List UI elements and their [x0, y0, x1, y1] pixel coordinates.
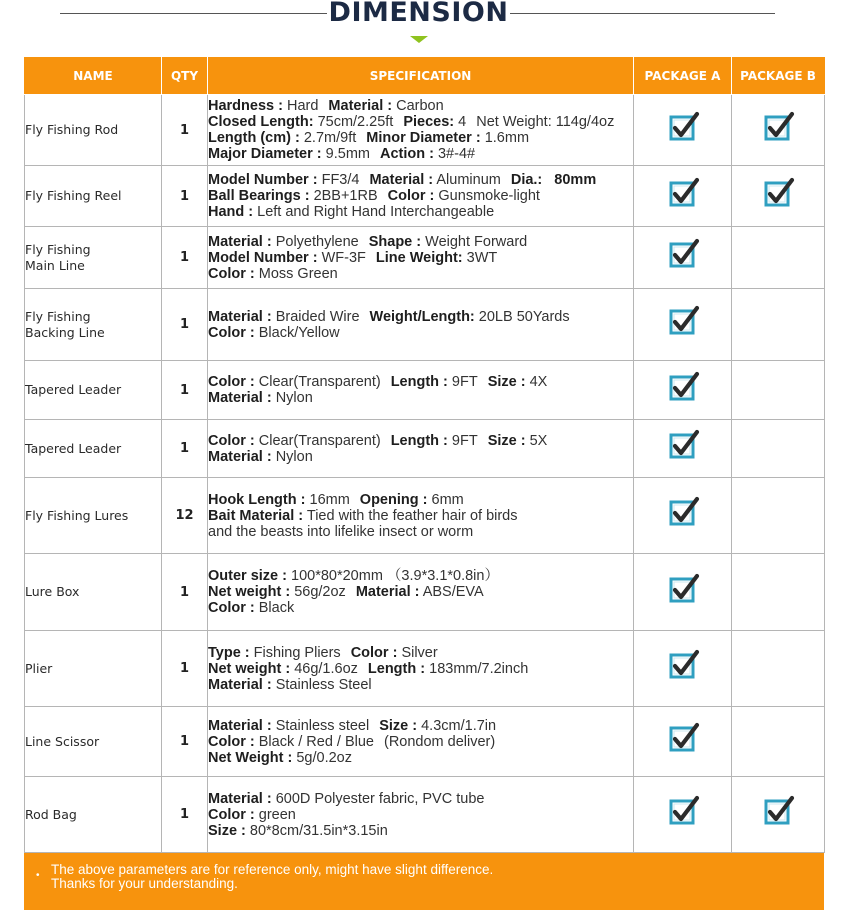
spec-key: Shape : [368, 233, 422, 250]
spec-key: Material : [369, 172, 434, 188]
table-row [25, 707, 825, 777]
specification-cell [208, 227, 634, 289]
spec-key: Size : [487, 432, 526, 449]
specification-cell [208, 631, 634, 707]
spec-value: 16mm [309, 491, 350, 508]
spec-key: Material : [208, 790, 272, 807]
checkmark-icon [666, 795, 700, 829]
spec-value: 4.3cm/1.7in [421, 717, 497, 734]
spec-key: Material : [208, 390, 272, 406]
spec-line [208, 661, 633, 677]
spec-key: Ball Bearings : [208, 188, 310, 204]
quantity-cell: 1 [162, 554, 208, 631]
table-row [25, 631, 825, 707]
spec-key: Material : [355, 584, 420, 600]
table-row [25, 420, 825, 478]
spec-value: FF3/4 [321, 172, 360, 188]
spec-value: 3WT [466, 249, 498, 266]
spec-key: Color : [208, 806, 255, 823]
spec-line [208, 584, 633, 600]
checkmark-icon [666, 496, 700, 530]
product-name-cell [25, 227, 162, 289]
spec-key: 80mm [554, 172, 597, 188]
product-name-cell [25, 478, 162, 554]
spec-key: Net weight : [208, 584, 291, 600]
spec-line [208, 734, 633, 750]
quantity-cell: 1 [162, 361, 208, 420]
spec-line [208, 325, 633, 341]
package-b-cell [732, 289, 825, 361]
package-b-cell [732, 166, 825, 227]
spec-key: Pieces: [403, 114, 455, 130]
column-header-package-b: PACKAGE B [732, 58, 825, 95]
spec-line [208, 645, 633, 661]
spec-key: Color : [208, 265, 255, 282]
spec-value: WF-3F [321, 249, 366, 266]
spec-value: Weight Forward [425, 233, 528, 250]
package-b-cell [732, 420, 825, 478]
product-name-line: Fly Fishing [25, 308, 91, 324]
spec-value: Hard [286, 98, 319, 114]
spec-line [208, 172, 633, 188]
package-a-cell [634, 478, 732, 554]
spec-value: 4X [529, 374, 548, 390]
spec-key: Color : [208, 432, 255, 449]
spec-line [208, 677, 633, 693]
spec-value: 6mm [431, 491, 464, 508]
product-name-line: Fly Fishing Rod [25, 122, 119, 137]
spec-value: 5g/0.2oz [296, 749, 352, 766]
quantity-cell: 1 [162, 707, 208, 777]
spec-value: Clear(Transparent) [258, 374, 381, 390]
product-name-cell [25, 95, 162, 166]
spec-value: Gunsmoke-light [438, 188, 540, 204]
spec-key: Bait Material : [208, 507, 304, 524]
package-a-cell [634, 420, 732, 478]
package-a-cell [634, 95, 732, 166]
column-header-package-a: PACKAGE A [634, 58, 732, 95]
spec-key: Major Diameter : [208, 146, 322, 162]
spec-key: Type : [208, 644, 250, 661]
product-name-cell [25, 554, 162, 631]
column-header-name: NAME [25, 58, 162, 95]
header-rule-right [510, 13, 775, 14]
spec-key: Model Number : [208, 249, 318, 266]
package-a-cell [634, 707, 732, 777]
spec-key: Length : [390, 432, 448, 449]
product-name-cell [25, 361, 162, 420]
spec-key: Hand : [208, 204, 254, 220]
checkmark-icon [666, 177, 700, 211]
package-a-cell [634, 227, 732, 289]
spec-value: green [258, 806, 296, 823]
spec-line [208, 807, 633, 823]
quantity-cell: 1 [162, 289, 208, 361]
spec-key: Material : [328, 98, 393, 114]
product-name-line: Fly Fishing [25, 241, 91, 257]
quantity-cell: 1 [162, 420, 208, 478]
package-a-cell [634, 361, 732, 420]
spec-line [208, 98, 633, 114]
spec-table [24, 57, 825, 853]
product-name-cell [25, 631, 162, 707]
product-name-cell [25, 777, 162, 853]
spec-key: Size : [487, 374, 526, 390]
product-name-cell [25, 707, 162, 777]
table-row [25, 777, 825, 853]
package-b-cell [732, 554, 825, 631]
package-a-cell [634, 554, 732, 631]
footer-line-1: The above parameters are for reference only, might have slight difference. [51, 862, 494, 877]
spec-value: 100*80*20mm （3.9*3.1*0.8in） [291, 568, 499, 584]
quantity-cell: 1 [162, 777, 208, 853]
table-row [25, 95, 825, 166]
spec-value: 2.7m/9ft [303, 130, 357, 146]
spec-value: (Rondom deliver) [384, 733, 496, 750]
spec-line [208, 750, 633, 766]
spec-value: 56g/2oz [294, 584, 346, 600]
specification-cell [208, 707, 634, 777]
spec-value: 3#-4# [437, 146, 476, 162]
product-name-cell [25, 166, 162, 227]
bullet-icon: • [36, 870, 40, 881]
table-row [25, 166, 825, 227]
spec-line [208, 718, 633, 734]
spec-key: Closed Length: [208, 114, 314, 130]
specification-cell [208, 554, 634, 631]
package-b-cell [732, 95, 825, 166]
spec-value: 1.6mm [484, 130, 530, 146]
table-row [25, 478, 825, 554]
spec-value: Clear(Transparent) [258, 432, 381, 449]
spec-key: Color : [387, 188, 435, 204]
table-header-row [25, 58, 825, 95]
spec-key: Material : [208, 448, 272, 465]
spec-value: Black/Yellow [258, 324, 340, 341]
product-name-line: Lure Box [25, 584, 80, 599]
spec-value: Silver [401, 644, 438, 661]
spec-line [208, 234, 633, 250]
spec-key: Color : [208, 733, 255, 750]
spec-line [208, 114, 633, 130]
spec-value: 9FT [451, 374, 478, 390]
product-name-line: Tapered Leader [25, 440, 122, 456]
product-name-line: Fly Fishing Reel [25, 188, 122, 203]
spec-value: Polyethylene [275, 233, 359, 250]
spec-line [208, 433, 633, 449]
specification-cell [208, 420, 634, 478]
specification-cell [208, 777, 634, 853]
footer-line-2: Thanks for your understanding. [51, 876, 238, 891]
checkmark-icon [666, 722, 700, 756]
column-header-specification: SPECIFICATION [208, 58, 634, 95]
spec-value: Stainless steel [275, 717, 370, 734]
spec-key: Minor Diameter : [366, 130, 481, 146]
spec-key: Hardness : [208, 98, 283, 114]
table-row [25, 227, 825, 289]
spec-line [208, 449, 633, 465]
specification-cell [208, 478, 634, 554]
spec-line [208, 374, 633, 390]
table-row [25, 361, 825, 420]
specification-cell [208, 95, 634, 166]
spec-key: Size : [208, 822, 246, 839]
product-name-line: Line Scissor [25, 733, 100, 749]
spec-line [208, 146, 633, 162]
spec-value: Tied with the feather hair of birds [306, 507, 518, 524]
spec-value: 46g/1.6oz [294, 660, 358, 677]
product-name-line: Rod Bag [25, 806, 77, 822]
spec-line [208, 250, 633, 266]
spec-value: Black / Red / Blue [258, 733, 374, 750]
spec-value: Aluminum [436, 172, 501, 188]
spec-line [208, 204, 633, 220]
product-name-cell [25, 420, 162, 478]
spec-key: Action : [379, 146, 434, 162]
spec-key: Color : [208, 600, 255, 616]
spec-key: Length : [390, 374, 448, 390]
product-name-cell [25, 289, 162, 361]
checkmark-icon [666, 649, 700, 683]
spec-value: Nylon [275, 448, 313, 465]
specification-cell [208, 166, 634, 227]
quantity-cell: 1 [162, 166, 208, 227]
product-name-line: Backing Line [25, 324, 105, 340]
spec-value: 600D Polyester fabric, PVC tube [275, 790, 485, 807]
package-a-cell [634, 166, 732, 227]
spec-value: Net Weight: 114g/4oz [476, 114, 615, 130]
spec-value: 9FT [451, 432, 478, 449]
page-title: DIMENSION [328, 0, 509, 28]
spec-line [208, 390, 633, 406]
quantity-cell: 1 [162, 227, 208, 289]
spec-key: Weight/Length: [369, 308, 475, 325]
package-b-cell [732, 478, 825, 554]
spec-line [208, 508, 633, 524]
spec-line [208, 823, 633, 839]
quantity-cell: 1 [162, 631, 208, 707]
specification-cell [208, 289, 634, 361]
spec-key: Hook Length : [208, 491, 306, 508]
spec-line [208, 266, 633, 282]
header [0, 0, 850, 50]
spec-key: Material : [208, 308, 272, 325]
spec-key: Opening : [359, 491, 428, 508]
checkmark-icon [666, 305, 700, 339]
package-b-cell [732, 707, 825, 777]
package-b-cell [732, 631, 825, 707]
checkmark-icon [666, 429, 700, 463]
checkmark-icon [666, 573, 700, 607]
spec-line [208, 524, 633, 540]
quantity-cell: 1 [162, 95, 208, 166]
spec-value: 4 [458, 114, 467, 130]
spec-key: Color : [208, 374, 255, 390]
spec-key: Net weight : [208, 660, 291, 677]
spec-value: 183mm/7.2inch [429, 660, 529, 677]
package-a-cell [634, 631, 732, 707]
product-name-line: Fly Fishing Lures [25, 507, 129, 523]
checkmark-icon [666, 238, 700, 272]
specification-cell [208, 361, 634, 420]
spec-key: Line Weight: [375, 249, 463, 266]
package-a-cell [634, 289, 732, 361]
table-row [25, 554, 825, 631]
spec-key: Outer size : [208, 568, 287, 584]
spec-value: Fishing Pliers [253, 644, 341, 661]
spec-value: Left and Right Hand Interchangeable [257, 204, 495, 220]
package-a-cell [634, 777, 732, 853]
spec-value: 80*8cm/31.5in*3.15in [249, 822, 388, 839]
checkmark-icon [761, 111, 795, 145]
down-arrow-icon [410, 36, 428, 43]
header-rule-left [60, 13, 327, 14]
footer-note [24, 853, 824, 910]
spec-key: Model Number : [208, 172, 318, 188]
spec-key: Material : [208, 676, 272, 693]
spec-key: Length (cm) : [208, 130, 300, 146]
product-name-line: Plier [25, 660, 53, 676]
spec-value: 2BB+1RB [313, 188, 378, 204]
spec-key: Dia.: [510, 172, 543, 188]
package-b-cell [732, 227, 825, 289]
spec-key: Material : [208, 717, 272, 734]
spec-value: Moss Green [258, 265, 338, 282]
spec-line [208, 130, 633, 146]
spec-value: Nylon [275, 390, 313, 406]
spec-line [208, 309, 633, 325]
spec-key: Net Weight : [208, 749, 293, 766]
spec-key: Length : [367, 660, 426, 677]
checkmark-icon [761, 177, 795, 211]
spec-value: ABS/EVA [422, 584, 484, 600]
checkmark-icon [666, 371, 700, 405]
product-name-line: Tapered Leader [25, 382, 122, 397]
spec-key: Size : [379, 717, 418, 734]
checkmark-icon [761, 795, 795, 829]
spec-key: Color : [208, 324, 255, 341]
product-name-line: Main Line [25, 257, 85, 273]
spec-value: Stainless Steel [275, 676, 372, 693]
spec-value: 20LB 50Yards [478, 308, 570, 325]
spec-key: Color : [350, 644, 398, 661]
spec-value: Black [258, 600, 295, 616]
spec-line [208, 188, 633, 204]
spec-line [208, 600, 633, 616]
spec-line [208, 568, 633, 584]
spec-value: and the beasts into lifelike insect or worm [208, 523, 474, 540]
spec-value: Carbon [396, 98, 444, 114]
spec-line [208, 791, 633, 807]
table-row [25, 289, 825, 361]
column-header-qty: QTY [162, 58, 208, 95]
spec-value: Braided Wire [275, 308, 360, 325]
package-b-cell [732, 777, 825, 853]
spec-line [208, 492, 633, 508]
spec-value: 9.5mm [325, 146, 370, 162]
package-b-cell [732, 361, 825, 420]
spec-value: 75cm/2.25ft [317, 114, 394, 130]
spec-value: 5X [529, 432, 548, 449]
quantity-cell: 12 [162, 478, 208, 554]
spec-key: Material : [208, 233, 272, 250]
checkmark-icon [666, 111, 700, 145]
